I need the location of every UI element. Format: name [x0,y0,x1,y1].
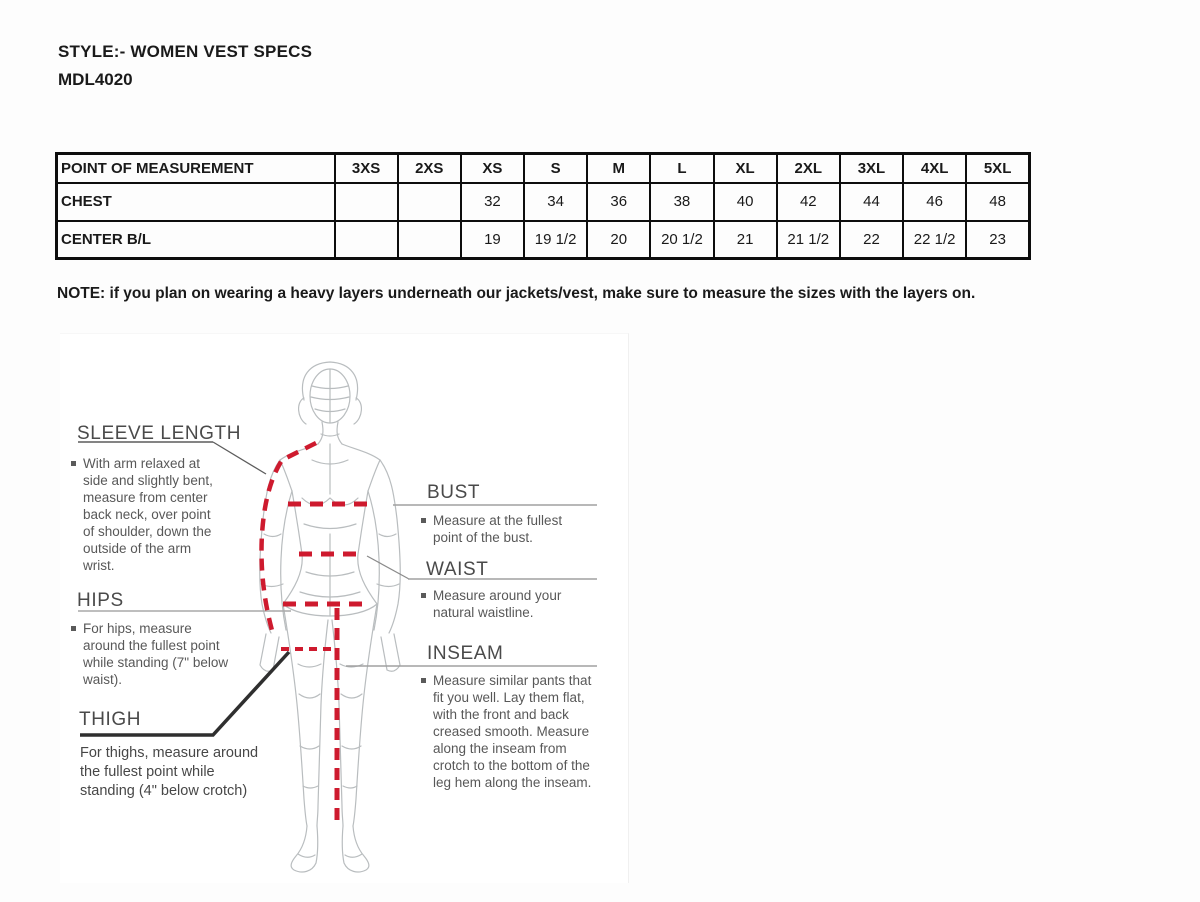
square-bullet-icon [421,518,426,523]
table-cell: 19 1/2 [524,221,587,259]
table-cell [335,221,398,259]
note-text: NOTE: if you plan on wearing a heavy layers underneath our jackets/vest, make sure to measure the sizes with the layers on. [57,285,976,302]
table-cell [398,183,461,221]
description-text: For hips, measure around the fullest point while standing (7" below waist). [83,621,229,687]
table-header-row [57,154,1030,183]
square-bullet-icon [421,678,426,683]
table-cell: 20 [587,221,650,259]
column-header-point-of-measurement: POINT OF MEASUREMENT [57,154,335,183]
row-label-chest: CHEST [57,183,335,221]
column-header-xl: XL [714,154,777,183]
table-cell: 46 [903,183,966,221]
column-header-4xl: 4XL [903,154,966,183]
column-header-s: S [524,154,587,183]
column-header-3xs: 3XS [335,154,398,183]
model-number: MDL4020 [58,70,133,89]
column-header-xs: XS [461,154,524,183]
square-bullet-icon [71,626,76,631]
hips-label: HIPS [77,590,124,611]
bust-description [421,512,575,546]
square-bullet-icon [421,593,426,598]
table-cell: 36 [587,183,650,221]
table-cell: 21 1/2 [777,221,840,259]
table-cell: 34 [524,183,587,221]
table-cell: 21 [714,221,777,259]
sleeve-length-description [71,455,221,574]
table-cell: 40 [714,183,777,221]
table-cell: 23 [966,221,1029,259]
column-header-5xl: 5XL [966,154,1029,183]
table-cell: 44 [840,183,903,221]
column-header-m: M [587,154,650,183]
sleeve-length-label: SLEEVE LENGTH [77,423,242,444]
page-title: STYLE:- WOMEN VEST SPECS [58,42,313,61]
description-text: With arm relaxed at side and slightly bent, measure from center back neck, over point of shoulder, down the outside of the arm wrist. [83,456,213,573]
column-header-l: L [650,154,713,183]
table-cell [398,221,461,259]
table-cell: 22 1/2 [903,221,966,259]
column-header-2xs: 2XS [398,154,461,183]
table-cell: 38 [650,183,713,221]
description-text: Measure around your natural waistline. [433,588,562,620]
thigh-description [80,744,268,801]
table-cell: 48 [966,183,1029,221]
table-cell [335,183,398,221]
table-cell: 20 1/2 [650,221,713,259]
measurement-diagram [60,333,629,883]
hips-description [71,620,235,688]
column-header-3xl: 3XL [840,154,903,183]
table-cell: 32 [461,183,524,221]
row-label-center-bl: CENTER B/L [57,221,335,259]
table-cell: 19 [461,221,524,259]
bust-label: BUST [427,482,481,503]
table-cell: 22 [840,221,903,259]
waist-description [421,587,581,621]
description-text: For thighs, measure around the fullest point while standing (4" below crotch) [80,745,259,799]
thigh-label: THIGH [79,709,142,730]
description-text: Measure similar pants that fit you well. Lay them flat, with the front and back creased smooth. Measure along the inseam from crotch to the bottom of the leg hem along the inseam. [433,673,592,790]
table-cell: 42 [777,183,840,221]
square-bullet-icon [71,461,76,466]
size-spec-table [55,152,1031,260]
table-row-center-bl [57,221,1030,259]
wireframe-figure [260,362,400,872]
table-row-chest [57,183,1030,221]
inseam-description [421,672,595,791]
description-text: Measure at the fullest point of the bust. [433,513,563,545]
inseam-label: INSEAM [427,643,504,664]
waist-label: WAIST [426,559,489,580]
column-header-2xl: 2XL [777,154,840,183]
